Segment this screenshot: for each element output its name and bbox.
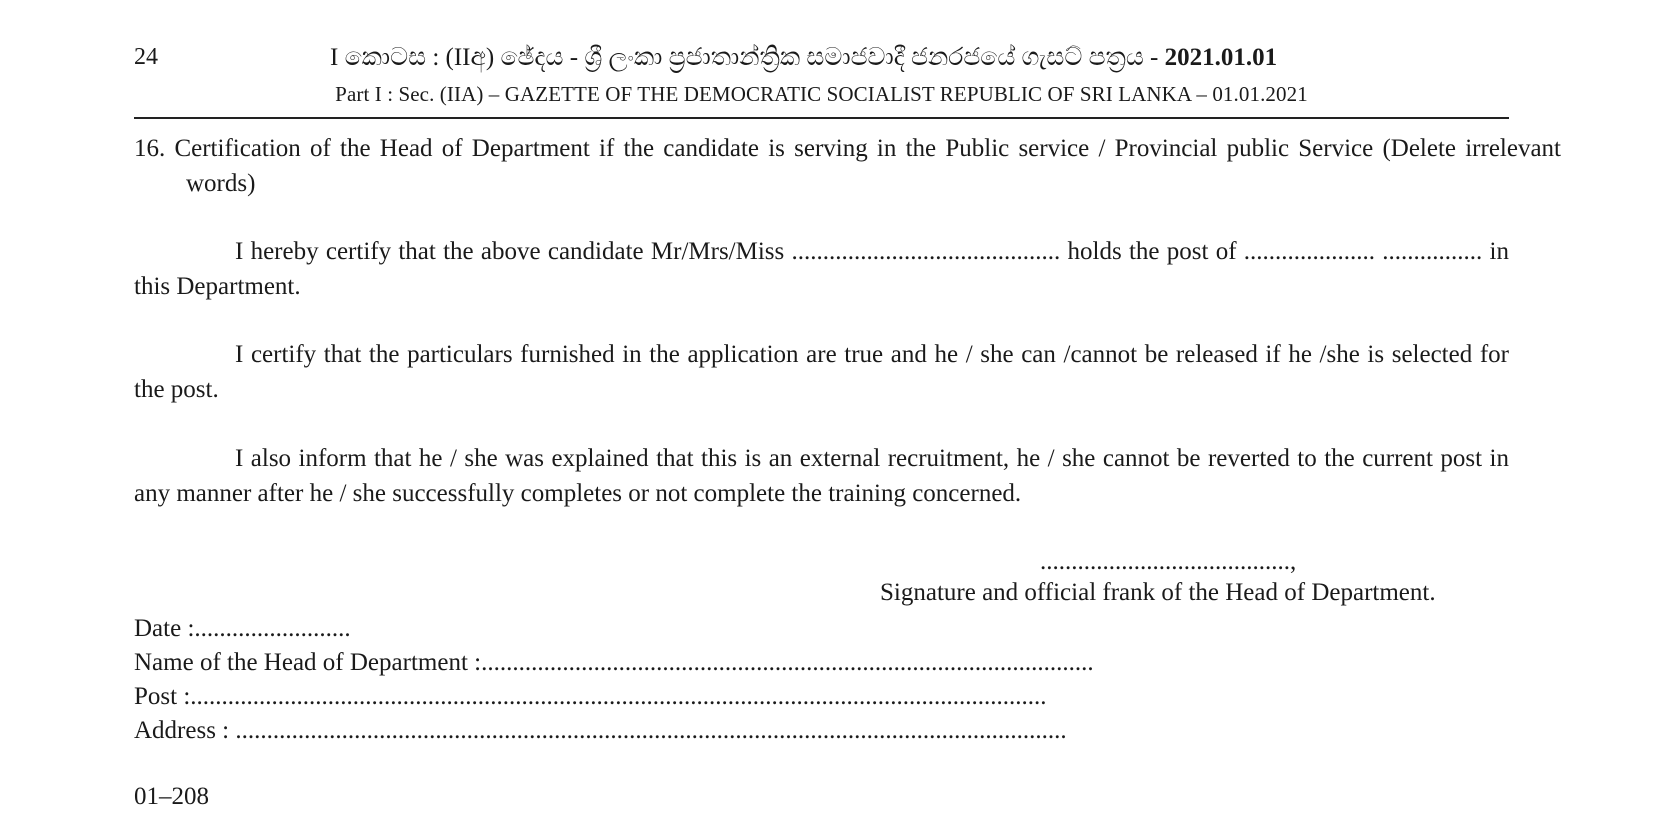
signature-caption: Signature and official frank of the Head of Department. [880,579,1436,606]
date-field: Date :......................... [134,615,351,642]
english-header: Part I : Sec. (IIA) – GAZETTE OF THE DEMOCRATIC SOCIALIST REPUBLIC OF SRI LANKA – 01.01.2021 [335,82,1308,106]
certification-paragraph-2: I certify that the particulars furnished in the application are true and he / she can /cannot be released if he /she is selected for the post. [134,341,1509,403]
sinhala-header [330,44,1400,72]
certification-paragraph-3: I also inform that he / she was explained that this is an external recruitment, he / she cannot be reverted to the current post in any manner after he / she successfully completes or not complete the training concerned. [134,445,1509,507]
head-name-field: Name of the Head of Department :.................................................................................................. [134,649,1094,676]
address-field: Address : ..................................................................................................................................... [134,717,1067,744]
sinhala-header-date: 2021.01.01 [1164,44,1278,71]
page-number: 24 [134,44,158,70]
signature-line: ........................................, [1040,548,1297,575]
reference-code: 01–208 [134,783,209,810]
post-field: Post :......................................................................................................................................... [134,683,1047,710]
section-16-heading: 16. Certification of the Head of Department if the candidate is serving in the Public service / Provincial public Service (Delete irrelevant words) [134,135,1561,197]
certification-paragraph-1: I hereby certify that the above candidate Mr/Mrs/Miss ........................................... holds the post of ..................... ................ in this Department. [134,238,1509,300]
sinhala-header-title: I කොටස : (IIඅ) ඡේදය - ශ්‍රී ලංකා ප්‍රජාතාන්ත්‍රික සමාජවාදී ජනරජයේ ගැසට් පත්‍රය - [330,44,1165,71]
header-divider [134,117,1509,119]
